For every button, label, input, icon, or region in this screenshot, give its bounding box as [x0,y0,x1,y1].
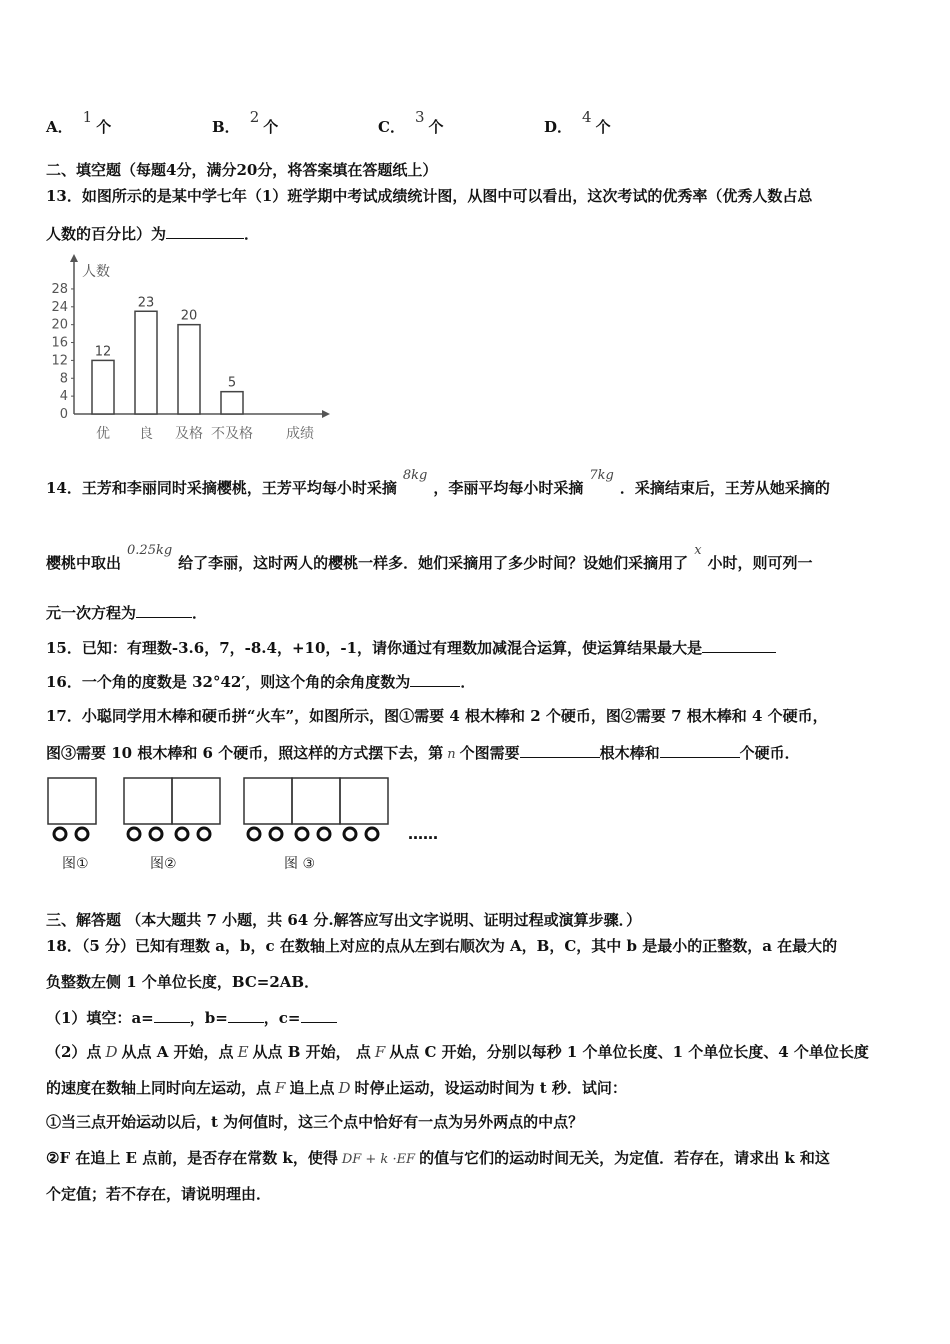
bar-1 [92,360,114,414]
q16-text: 16．一个角的度数是 32°42′，则这个角的余角度数为 [46,673,411,691]
q18-part1-b: ，b= [189,1009,228,1027]
coin [270,828,282,840]
chart-bars [92,308,243,414]
section2-title: 二、填空题（每题4分，满分20分，将答案填在答题纸上） [46,161,438,179]
q18-math-f2: F [275,1079,286,1097]
coin [76,828,88,840]
y-tick-label: 16 [51,335,68,351]
q17-line1: 17．小聪同学用木棒和硬币拼“火车”，如图所示，图①需要 4 根木棒和 2 个硬币，图②需要 7 根木棒和 4 个硬币， [46,707,828,725]
answer-blank [301,1008,337,1023]
q18-sub2-a: ②F 在追上 E 点前，是否存在常数 k，使得 [46,1149,338,1167]
chart-y-ticks [51,282,74,422]
q14-text-c: ．采摘结束后，王芳从她采摘的 [619,479,830,497]
train-figures [44,774,464,878]
y-tick-label: 12 [51,353,68,369]
y-axis-label: 人数 [82,264,110,280]
q14-line3 [46,603,207,623]
q18-speed-a: 的速度在数轴上同时向左运动，点 [46,1079,272,1097]
bar-2 [135,311,157,414]
q14-math-x: x [694,543,702,558]
q17-line2 [46,743,800,765]
q14-end: ． [192,604,208,622]
option-letter: B． [212,118,240,136]
answer-blank [702,638,776,653]
q17-text-b: 个图需要 [459,744,520,762]
score-bar-chart [46,250,336,445]
bar-4 [221,392,243,414]
q18-math-expr: DF + k ·EF [341,1152,416,1167]
option-letter: A． [46,118,73,136]
answer-blank [154,1008,190,1023]
x-tick-label: 良 [139,426,153,442]
q14-math-8kg: 8kg [402,468,428,483]
bar-value-label: 5 [227,375,237,391]
y-tick-label: 24 [51,299,68,315]
y-tick-label: 8 [59,371,68,387]
q16-line [46,672,475,692]
answer-blank [228,1008,264,1023]
q17-text-a: 图③需要 10 根木棒和 6 个硬币，照这样的方式摆下去，第 [46,744,444,762]
option-number: 1 [82,108,93,126]
train-car [292,778,340,824]
q18-sub2-line2: 个定值；若不存在，请说明理由． [46,1185,272,1203]
section3-title: 三、解答题 （本大题共 7 小题，共 64 分.解答应写出文字说明、证明过程或演算步骤．） [46,911,642,929]
x-axis-arrow [322,410,330,418]
q18-part1-a: （1）填空：a= [46,1009,154,1027]
train-car [340,778,388,824]
coin [128,828,140,840]
q14-text-f: 小时，则可列一 [707,554,813,572]
option-unit: 个 [428,118,444,136]
answer-blank [520,743,600,758]
option-number: 4 [582,108,592,126]
q14-math-7kg: 7kg [589,468,614,483]
q18-part2-a: （2）点 [46,1043,102,1061]
q14-line2 [46,543,813,575]
x-tick-label: 及格 [175,426,203,442]
q18-sub2 [46,1148,830,1170]
q18-part1 [46,1008,337,1028]
bar-value-label: 20 [180,308,198,324]
coin [344,828,356,840]
q18-part2-c: 从点 B 开始， 点 [252,1043,371,1061]
q18-line1: 18．（5 分）已知有理数 a，b，c 在数轴上对应的点从左到右顺次为 A，B，C，其中 b 是最小的正整数，a 在最大的 [46,937,838,955]
train-car [244,778,292,824]
y-tick-label: 28 [51,281,68,297]
q13-end: ． [244,225,260,243]
q18-math-e: E [237,1043,249,1061]
option-unit: 个 [595,118,611,136]
coin [198,828,210,840]
figure-label-2: 图② [150,856,177,872]
q18-part1-c: ，c= [263,1009,301,1027]
coin [248,828,260,840]
option-letter: C． [378,118,405,136]
x-tick-label: 不及格 [211,426,253,442]
q14-text-a: 14．王芳和李丽同时采摘樱桃，王芳平均每小时采摘 [46,479,397,497]
option-b [212,108,279,137]
y-tick-label: 4 [59,389,68,405]
q18-math-d2: D [338,1079,351,1097]
q18-line2: 负整数左侧 1 个单位长度，BC=2AB． [46,973,320,991]
q18-sub1: ①当三点开始运动以后，t 为何值时，这三个点中恰好有一点为另外两点的中点？ [46,1113,584,1131]
coin [366,828,378,840]
option-c [378,108,444,137]
option-unit: 个 [96,118,112,136]
q15-line [46,638,776,658]
coin [318,828,330,840]
q17-text-d: 个硬币． [739,744,800,762]
bar-value-label: 12 [94,344,112,360]
q14-line1 [46,468,830,500]
x-axis-label: 成绩 [286,426,314,442]
q13-line2 [46,224,259,244]
y-tick-label: 20 [51,317,68,333]
answer-blank [660,743,740,758]
train-car [48,778,96,824]
q17-text-c: 根木棒和 [599,744,660,762]
coin [296,828,308,840]
train-car [172,778,220,824]
q17-math-n: n [447,747,456,762]
q18-part2 [46,1042,869,1062]
q18-part2-d: 从点 C 开始，分别以每秒 1 个单位长度、1 个单位长度、4 个单位长度 [389,1043,869,1061]
answer-blank [136,603,192,618]
figure-label-1: 图① [62,856,89,872]
q18-speed-b: 追上点 [289,1079,335,1097]
figure-label-3: 图 ③ [284,856,316,872]
coin [150,828,162,840]
q15-text: 15．已知：有理数-3.6，7，-8.4，+10，-1，请你通过有理数加减混合运算，使运算结果最大是 [46,639,703,657]
q18-sub2-b: 的值与它们的运动时间无关，为定值．若存在，请求出 k 和这 [419,1149,830,1167]
y-tick-label: 0 [59,407,68,422]
q14-text-g: 元一次方程为 [46,604,137,622]
q14-text-d: 樱桃中取出 [46,554,122,572]
q18-math-f: F [374,1043,386,1061]
option-number: 3 [414,108,425,126]
bar-3 [178,325,200,414]
q16-end: ． [460,673,476,691]
answer-blank [410,672,460,687]
coin [176,828,188,840]
q14-text-b: ，李丽平均每小时采摘 [433,479,584,497]
q14-math-025kg: 0.25kg [127,543,173,558]
q18-math-d: D [105,1043,118,1061]
q14-text-e: 给了李丽，这时两人的樱桃一样多．她们采摘用了多少时间？设她们采摘用了 [178,554,689,572]
q13-line1: 13．如图所示的是某中学七年（1）班学期中考试成绩统计图，从图中可以看出，这次考试的优秀率（优秀人数占总 [46,187,813,205]
option-a [46,108,112,137]
x-tick-label: 优 [96,426,110,442]
ellipsis: …… [408,825,438,843]
train-car [124,778,172,824]
q18-speed-line [46,1078,627,1098]
q13-text: 人数的百分比）为 [46,225,167,243]
option-unit: 个 [263,118,279,136]
y-axis-arrow [70,254,78,262]
answer-blank [166,224,244,239]
q18-speed-c: 时停止运动，设运动时间为 t 秒．试问： [354,1079,627,1097]
q18-part2-b: 从点 A 开始，点 [121,1043,234,1061]
coin [54,828,66,840]
option-number: 2 [249,108,260,126]
option-d [544,108,611,137]
option-letter: D． [544,118,573,136]
bar-value-label: 23 [137,295,155,311]
